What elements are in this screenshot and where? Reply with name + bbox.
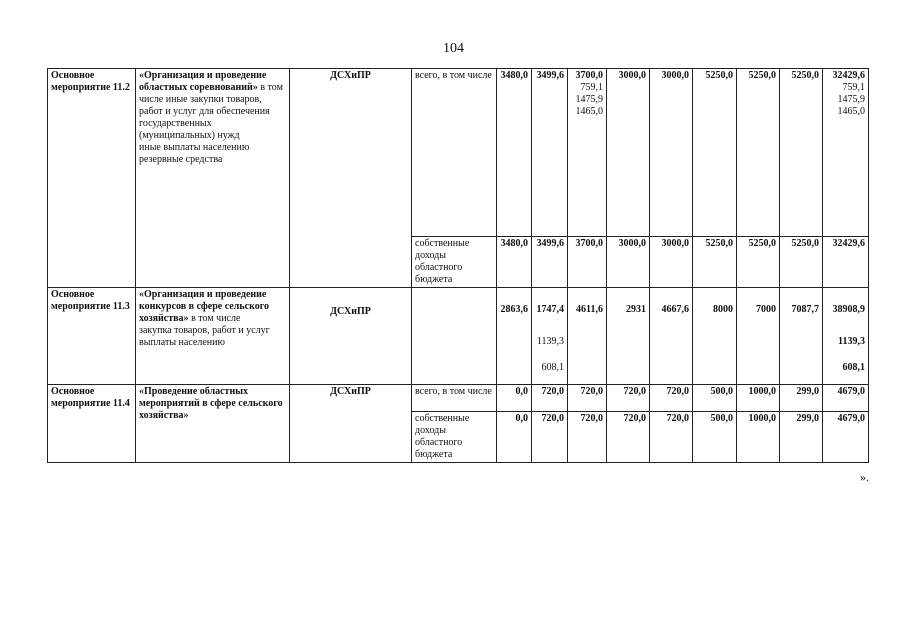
value-cell: 500,0 xyxy=(693,412,737,463)
value-cell: 3700,0 xyxy=(568,237,607,288)
value-cell: 3000,0 xyxy=(650,237,693,288)
value-cell: 3000,0 xyxy=(607,69,650,237)
table-row xyxy=(48,385,869,412)
activity-detail: выплаты населению xyxy=(139,337,225,348)
value-cell: 1747,4 1139,3 608,1 xyxy=(532,288,568,385)
value-cell: 3499,6 xyxy=(532,237,568,288)
value-cell: 4667,6 xyxy=(650,288,693,385)
value-cell: 299,0 xyxy=(780,412,823,463)
responsible-executor: ДСХиПР xyxy=(290,69,412,288)
activity-id: Основное мероприятие 11.4 xyxy=(48,385,136,463)
value-cell: 8000 xyxy=(693,288,737,385)
value-cell: 4611,6 xyxy=(568,288,607,385)
value-cell: 0,0 xyxy=(497,385,532,412)
value-cell: 5250,0 xyxy=(693,237,737,288)
activity-name xyxy=(136,288,290,385)
activity-id: Основное мероприятие 11.3 xyxy=(48,288,136,385)
value-cell: 720,0 xyxy=(607,385,650,412)
funding-source: собственные доходы областного бюджета xyxy=(412,237,497,288)
page-number: 104 xyxy=(443,41,464,56)
value-cell: 1000,0 xyxy=(737,385,780,412)
activity-title: «Организация и проведение областных соревнований» xyxy=(139,70,267,93)
table-row xyxy=(48,288,869,385)
value-cell: 3000,0 xyxy=(607,237,650,288)
activity-detail: в том числе xyxy=(191,313,241,324)
value-cell: 720,0 xyxy=(568,412,607,463)
budget-table xyxy=(47,68,869,463)
value-cell: 720,0 xyxy=(532,412,568,463)
value-cell: 720,0 xyxy=(607,412,650,463)
total-cell: 4679,0 xyxy=(823,412,869,463)
value-cell: 5250,0 xyxy=(737,237,780,288)
value-cell: 5250,0 xyxy=(693,69,737,237)
closing-quote: ». xyxy=(860,470,869,484)
value-cell: 3700,0 759,1 1475,9 1465,0 xyxy=(568,69,607,237)
total-cell: 4679,0 xyxy=(823,385,869,412)
value-cell: 0,0 xyxy=(497,412,532,463)
value-cell: 720,0 xyxy=(532,385,568,412)
total-cell: 32429,6 xyxy=(823,237,869,288)
value-cell: 2931 xyxy=(607,288,650,385)
value-cell: 720,0 xyxy=(568,385,607,412)
responsible-executor: ДСХиПР xyxy=(290,288,412,385)
funding-source: собственные доходы областного бюджета xyxy=(412,412,497,463)
value-cell: 7000 xyxy=(737,288,780,385)
value-cell: 2863,6 xyxy=(497,288,532,385)
value-cell: 500,0 xyxy=(693,385,737,412)
activity-title: «Организация и проведение конкурсов в сфере сельского хозяйства» xyxy=(139,289,269,324)
value-cell: 1000,0 xyxy=(737,412,780,463)
value-cell: 720,0 xyxy=(650,412,693,463)
responsible-executor: ДСХиПР xyxy=(290,385,412,463)
funding-source xyxy=(412,288,497,385)
value-cell: 299,0 xyxy=(780,385,823,412)
value-cell: 3000,0 xyxy=(650,69,693,237)
value-cell: 5250,0 xyxy=(780,69,823,237)
value-cell: 7087,7 xyxy=(780,288,823,385)
total-cell: 38908,9 1139,3 608,1 xyxy=(823,288,869,385)
total-cell: 32429,6 759,1 1475,9 1465,0 xyxy=(823,69,869,237)
activity-detail: иные выплаты населению xyxy=(139,142,250,153)
activity-name xyxy=(136,69,290,288)
activity-detail: в том числе иные закупки товаров, работ и услуг для обеспечения государственных (муниципальных) нужд xyxy=(139,82,283,141)
funding-source: всего, в том числе xyxy=(412,69,497,237)
value-cell: 5250,0 xyxy=(780,237,823,288)
value-cell: 5250,0 xyxy=(737,69,780,237)
value-cell: 3499,6 xyxy=(532,69,568,237)
value-cell: 3480,0 xyxy=(497,69,532,237)
value-cell: 720,0 xyxy=(650,385,693,412)
activity-detail: резервные средства xyxy=(139,154,223,165)
table-row xyxy=(48,69,869,237)
activity-detail: закупка товаров, работ и услуг xyxy=(139,325,270,336)
value-cell: 3480,0 xyxy=(497,237,532,288)
activity-id: Основное мероприятие 11.2 xyxy=(48,69,136,288)
activity-title: «Проведение областных мероприятий в сфере сельского хозяйства» xyxy=(136,385,290,463)
funding-source: всего, в том числе xyxy=(412,385,497,412)
